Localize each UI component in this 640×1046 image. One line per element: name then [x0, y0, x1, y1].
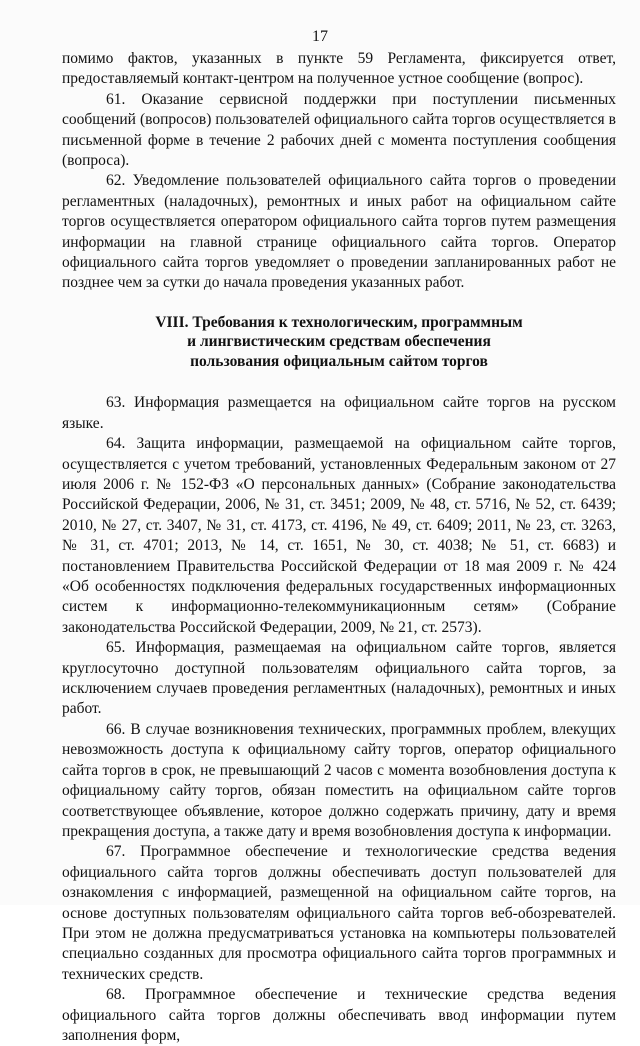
section-heading-line-3: пользования официальным сайтом торгов — [190, 352, 488, 370]
page-number: 17 — [312, 28, 328, 45]
paragraph-67: 67. Программное обеспечение и технологические средства ведения официального сайта торгов должны обеспечивать доступ пользователей для ознакомления с информацией, размещенной на официальном сайте торгов, на основе доступных пользователям официального сайта торгов веб-обозревателей. При этом не должна предусматриваться установка на компьютеры пользователей специально созданных для просмотра официального сайта торгов программных и технических средств. — [62, 843, 616, 983]
section-heading-line-1: VIII. Требования к технологическим, программным — [155, 313, 523, 331]
section-heading-line-2: и лингвистическим средствам обеспечения — [187, 333, 491, 351]
paragraph-64: 64. Защита информации, размещаемой на официальном сайте торгов, осуществляется с учетом требований, установленных Федеральным законом от 27 июля 2006 г. № 152-ФЗ «О персональных данных» (Собрание законодательства Российской Федерации, 2006, № 31, ст. 3451; 2009, № 48, ст. 5716, № 52, ст. 6439; 2010, № 27, ст. 3407, № 31, ст. 4173, ст. 4196, № 49, ст. 6409; 2011, № 23, ст. 3263, № 31, ст. 4701; 2013, № 14, ст. 1651, № 30, ст. 4038; № 51, ст. 6683) и постановлением Правительства Российской Федерации от 18 мая 2009 г. № 424 «Об особенностях подключения федеральных государственных информационных систем к информационно-телекоммуникационным сетям» (Собрание законодательства Российской Федерации, 2009, № 21, ст. 2573). — [62, 435, 616, 636]
paragraph-65: 65. Информация, размещаемая на официальном сайте торгов, является круглосуточно доступной пользователям официального сайта торгов, за исключением случаев проведения регламентных (наладочных), ремонтных и иных работ. — [62, 639, 616, 718]
paragraph-66: 66. В случае возникновения технических, программных проблем, влекущих невозможность доступа к официальному сайту торгов, оператор официального сайта торгов в срок, не превышающий 2 часов с момента возобновления доступа к официальному сайту торгов, обязан поместить на официальном сайте торгов соответствующее объявление, которое должно содержать причину, дату и время прекращения доступа, а также дату и время возобновления доступа к информации. — [62, 720, 616, 840]
document-body — [62, 49, 616, 1046]
section-heading — [62, 313, 616, 372]
paragraph-continuation: помимо фактов, указанных в пункте 59 Регламента, фиксируется ответ, предоставляемый контакт-центром на полученное устное сообщение (вопрос). — [62, 50, 616, 88]
paragraph-68: 68. Программное обеспечение и технические средства ведения официального сайта торгов должны обеспечивать ввод информации путем заполнения форм, — [62, 986, 616, 1044]
paragraph-63: 63. Информация размещается на официальном сайте торгов на русском языке. — [62, 394, 616, 432]
paragraph-62: 62. Уведомление пользователей официального сайта торгов о проведении регламентных (наладочных), ремонтных и иных работ на официальном сайте торгов осуществляется оператором официального сайта торгов путем размещения информации на главной странице официального сайта торгов. Оператор официального сайта торгов уведомляет о проведении запланированных работ не позднее чем за сутки до начала проведения указанных работ. — [62, 172, 616, 292]
paragraph-61: 61. Оказание сервисной поддержки при поступлении письменных сообщений (вопросов) пользователей официального сайта торгов осуществляется в письменной форме в течение 2 рабочих дней с момента поступления сообщения (вопроса). — [62, 90, 616, 170]
